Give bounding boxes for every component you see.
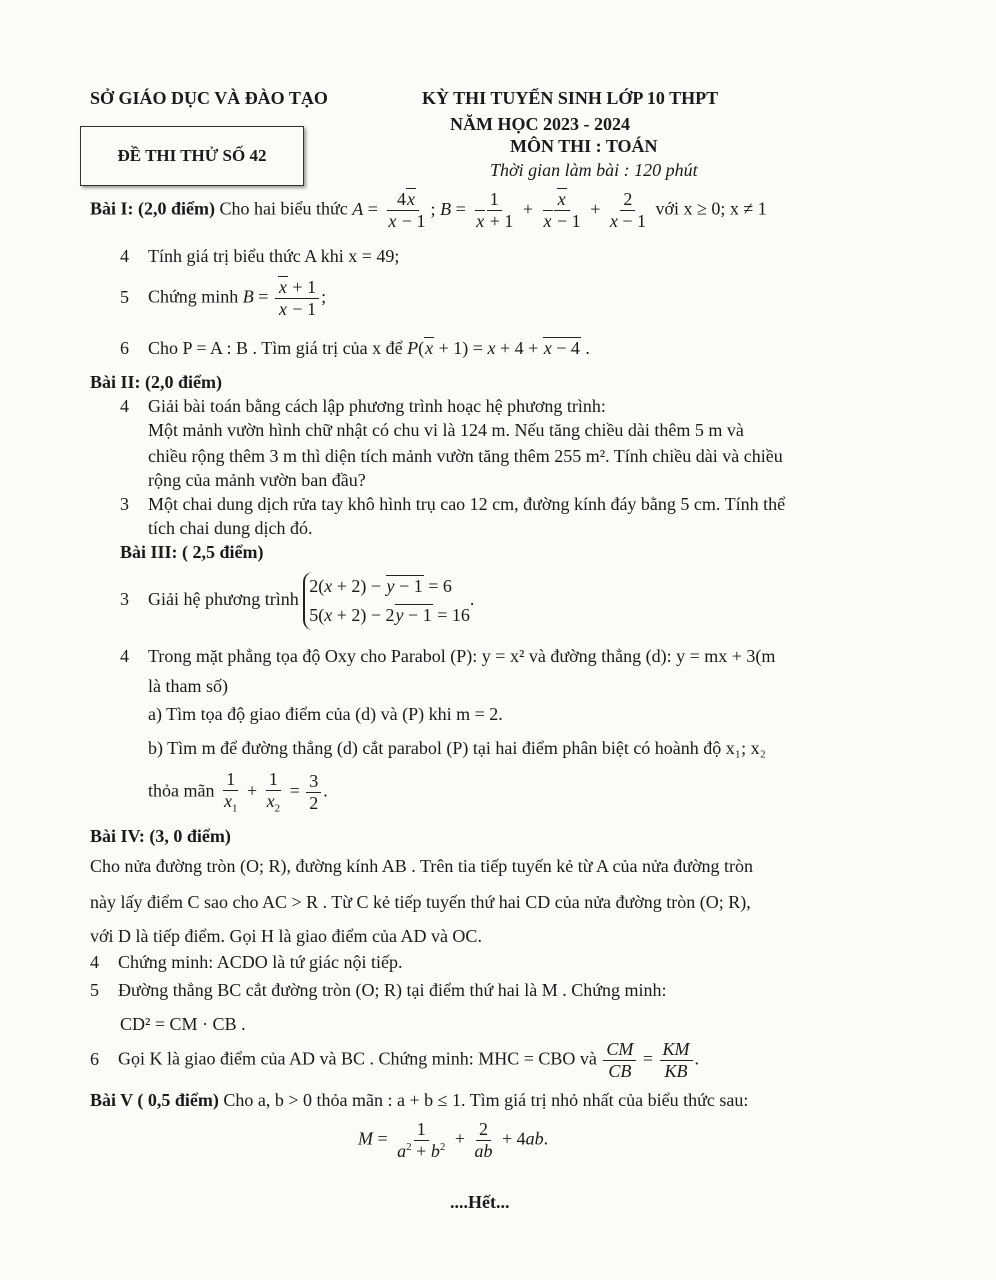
bai2-q1-l2: chiều rộng thêm 3 m thì diện tích mảnh vườn tăng thêm 255 m². Tính chiều dài và chiều (148, 446, 783, 466)
bai2-q2-l2: tích chai dung dịch đó. (148, 518, 313, 538)
bai4-q3: 6 Gọi K là giao điểm của AD và BC . Chứng minh: MHC = CBO và $\frac{CM}{CB}$ = $\frac{KM}{KB}$ . (90, 1039, 700, 1081)
bai2-q2 (120, 494, 785, 515)
bai4-p2: này lấy điểm C sao cho AC > R . Từ C kẻ tiếp tuyến thứ hai CD của nửa đường tròn (O; R), (90, 892, 751, 912)
bai1-q3-text: Cho P = A : B . Tìm giá trị của x để (148, 338, 403, 358)
bai1-q1-text: Tính giá trị biểu thức A khi x = 49; (148, 246, 400, 266)
bai4-q1 (90, 952, 403, 973)
bai2-q1-l1: Một mảnh vườn hình chữ nhật có chu vi là 124 m. Nếu tăng chiều dài thêm 5 m và (148, 420, 744, 440)
bai2-q2-text: Một chai dung dịch rửa tay khô hình trụ cao 12 cm, đường kính đáy bằng 5 cm. Tính thể (148, 494, 786, 514)
school-year: NĂM HỌC 2023 - 2024 (450, 114, 630, 134)
bai3-qa: a) Tìm tọa độ giao điểm của (d) và (P) khi m = 2. (148, 704, 503, 724)
bai3-q2-l2: là tham số) (148, 676, 228, 696)
bai3-q1: 3 Giải hệ phương trình 2(x + 2) − y − 1 = 6 5(x + 2) − 2y − 1 = 16 . (120, 572, 474, 630)
bai5-text: Cho a, b > 0 thỏa mãn : a + b ≤ 1. Tìm giá trị nhỏ nhất của biểu thức sau: (223, 1090, 749, 1110)
q-number: 4 (90, 952, 99, 972)
subject: MÔN THI : TOÁN (510, 136, 658, 156)
bai3-qb: b) Tìm m để đường thẳng (d) cắt parabol (P) tại hai điểm phân biệt có hoành độ x₁; x₂ (148, 738, 766, 758)
end-marker: ....Hết... (450, 1192, 510, 1212)
q-number: 4 (120, 246, 129, 266)
bai1-cond: với x ≥ 0; x ≠ 1 (655, 198, 767, 219)
bai4-q2 (90, 980, 667, 1001)
bai2-title: Bài II: (2,0 điểm) (90, 372, 222, 392)
bai4-p1: Cho nửa đường tròn (O; R), đường kính AB . Trên tia tiếp tuyến kẻ từ A của nửa đường tròn (90, 856, 754, 876)
q-number: 6 (120, 338, 129, 358)
bai3-q2-text: Trong mặt phẳng tọa độ Oxy cho Parabol (P): y = x² và đường thẳng (d): y = mx + 3(m (148, 646, 776, 666)
bai2-q1-text: Giải bài toán bằng cách lập phương trình hoạc hệ phương trình: (148, 396, 606, 416)
q-number: 5 (120, 286, 129, 307)
bai2-q1-l3: rộng của mảnh vườn ban đầu? (148, 470, 366, 490)
q-number: 3 (120, 588, 129, 609)
bai4-q2b: CD² = CM · CB . (120, 1014, 246, 1034)
q-number: 3 (120, 494, 129, 514)
bai3-q1-text: Giải hệ phương trình (148, 588, 299, 609)
bai4-q1-text: Chứng minh: ACDO là tứ giác nội tiếp. (118, 952, 403, 972)
q-number: 5 (90, 980, 99, 1000)
equation-system: 2(x + 2) − y − 1 = 6 5(x + 2) − 2y − 1 = 16 (303, 572, 470, 630)
exam-title: KỲ THI TUYỂN SINH LỚP 10 THPT (422, 88, 719, 108)
q-number: 6 (90, 1048, 99, 1069)
bai1-intro: Cho hai biểu thức (219, 198, 348, 219)
bai5-line (90, 1090, 748, 1111)
bai1-q2-text: Chứng minh (148, 286, 239, 307)
bai4-title: Bài IV: (3, 0 điểm) (90, 826, 231, 846)
bai1-q3: 6 Cho P = A : B . Tìm giá trị của x để P(x + 1) = x + 4 + x − 4 . (120, 338, 590, 358)
test-label-box (80, 126, 304, 186)
time-limit: Thời gian làm bài : 120 phút (490, 160, 698, 180)
bai5-expression: M = $\frac{1}{a^2 + b^2}$ + $\frac{2}{ab}$ + 4ab. (358, 1119, 549, 1161)
bai1-q2: 5 Chứng minh B = $\frac{x + 1}{x - 1}$ ; (120, 277, 327, 319)
bai3-qb2: thỏa mãn $\frac{1}{x_1}$ + $\frac{1}{x_2}$ = $\frac{3}{2}$ . (148, 769, 328, 815)
bai5-title: Bài V ( 0,5 điểm) (90, 1090, 219, 1110)
bai4-p3: với D là tiếp điểm. Gọi H là giao điểm của AD và OC. (90, 926, 482, 946)
q-number: 4 (120, 396, 129, 416)
bai2-q1 (120, 396, 606, 417)
q-number: 4 (120, 646, 129, 666)
bai4-q2-text: Đường thẳng BC cắt đường tròn (O; R) tại điểm thứ hai là M . Chứng minh: (118, 980, 667, 1000)
bai4-q3-text: Gọi K là giao điểm của AD và BC . Chứng minh: MHC = CBO và (118, 1048, 597, 1069)
expr-A: A = $\frac{4x}{x - 1}$ ; B = $\frac{1}{x + 1}$ + $\frac{x}{x - 1}$ + $\frac{2}{x - 1}$ (352, 189, 646, 231)
bai1-title: Bài I: (2,0 điểm) (90, 198, 215, 219)
dept-name: SỞ GIÁO DỤC VÀ ĐÀO TẠO (90, 88, 328, 108)
bai3-q2 (120, 646, 775, 667)
bai1-q1 (120, 246, 399, 267)
bai3-qb2-text: thỏa mãn (148, 780, 215, 801)
test-label: ĐỀ THI THỬ SỐ 42 (117, 146, 267, 165)
bai1-intro-line (90, 190, 767, 231)
bai3-title: Bài III: ( 2,5 điểm) (120, 542, 264, 562)
